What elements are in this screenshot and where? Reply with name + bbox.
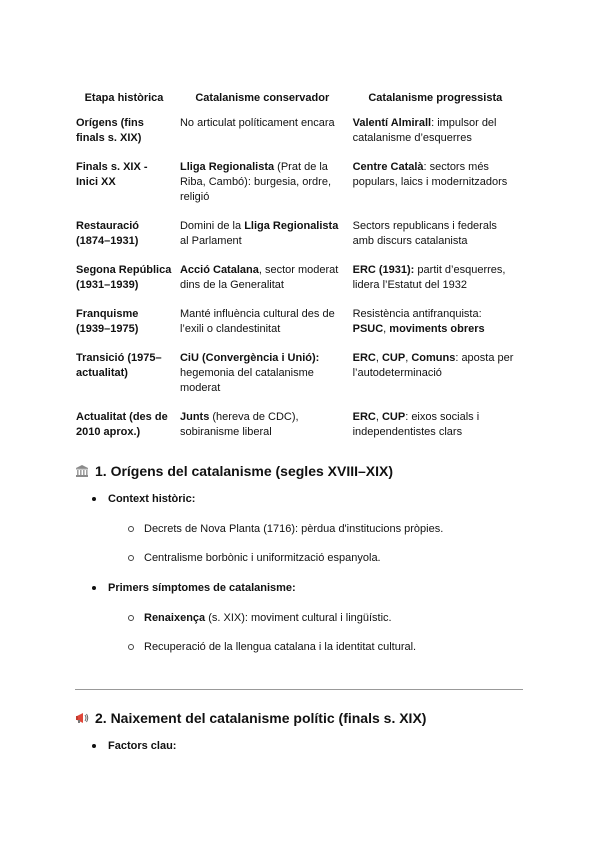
progressive-cell: Sectors republicans i federals amb discurs catalanista bbox=[352, 220, 497, 247]
table-row bbox=[72, 410, 522, 454]
table-row bbox=[72, 116, 522, 160]
progressive-cell: Valentí Almirall: impulsor del catalanisme d’esquerres bbox=[352, 117, 497, 144]
conservative-cell: CiU (Convergència i Unió): hegemonia del catalanisme moderat bbox=[179, 352, 320, 394]
progressive-cell: Resistència antifranquista: PSUC, moviments obrers bbox=[352, 308, 485, 335]
list-item bbox=[92, 740, 176, 752]
sub-bullet-icon bbox=[128, 555, 134, 561]
table-row bbox=[72, 351, 522, 410]
bullet-icon bbox=[92, 586, 96, 590]
sub-bullet-icon bbox=[128, 526, 134, 532]
stage-cell: Orígens (fins finals s. XIX) bbox=[76, 117, 144, 144]
horizontal-divider bbox=[75, 689, 523, 690]
context-item-2: Centralisme borbònic i uniformització espanyola. bbox=[144, 552, 381, 564]
table-row bbox=[72, 160, 522, 219]
list-item bbox=[128, 612, 392, 624]
factors-label: Factors clau: bbox=[108, 740, 177, 752]
progressive-cell: Centre Català: sectors més populars, laics i modernitzadors bbox=[352, 161, 508, 188]
table-row bbox=[72, 263, 522, 307]
stage-cell: Franquisme (1939–1975) bbox=[76, 308, 139, 335]
section-2-heading bbox=[75, 710, 426, 726]
bullet-icon bbox=[92, 744, 96, 748]
conservative-cell: No articulat políticament encara bbox=[179, 117, 335, 129]
list-item bbox=[128, 552, 381, 564]
sub-bullet-icon bbox=[128, 615, 134, 621]
megaphone-icon bbox=[75, 711, 89, 725]
conservative-cell: Manté influència cultural des de l’exili o clandestinitat bbox=[179, 308, 335, 335]
stage-cell: Restauració (1874–1931) bbox=[76, 220, 139, 247]
section-1-heading bbox=[75, 463, 393, 479]
conservative-cell: Junts (hereva de CDC), sobiranisme liberal bbox=[179, 411, 299, 438]
stage-cell: Actualitat (des de 2010 aprox.) bbox=[76, 411, 168, 438]
stage-cell: Segona República (1931–1939) bbox=[76, 264, 172, 291]
list-item bbox=[128, 523, 443, 535]
symptom-item-2: Recuperació de la llengua catalana i la identitat cultural. bbox=[144, 641, 417, 653]
symptom-item-1: Renaixença (s. XIX): moviment cultural i lingüístic. bbox=[144, 612, 392, 624]
progressive-cell: ERC, CUP: eixos socials i independentistes clars bbox=[352, 411, 480, 438]
conservative-cell: Lliga Regionalista (Prat de la Riba, Cambó): burgesia, ordre, religió bbox=[179, 161, 331, 203]
stage-cell: Transició (1975–actualitat) bbox=[76, 352, 162, 379]
conservative-cell: Domini de la Lliga Regionalista al Parlament bbox=[179, 220, 339, 247]
context-label: Context històric: bbox=[108, 493, 196, 505]
context-item-1: Decrets de Nova Planta (1716): pèrdua d'institucions pròpies. bbox=[144, 523, 444, 535]
symptoms-label: Primers símptomes de catalanisme: bbox=[108, 582, 296, 594]
table-header-row bbox=[72, 85, 522, 116]
sub-bullet-icon bbox=[128, 644, 134, 650]
section-1-title: 1. Orígens del catalanisme (segles XVIII–XIX) bbox=[95, 463, 394, 479]
stage-cell: Finals s. XIX - Inici XX bbox=[76, 161, 148, 188]
progressive-cell: ERC (1931): partit d’esquerres, lidera l’Estatut del 1932 bbox=[352, 264, 506, 291]
list-item bbox=[128, 641, 416, 653]
header-progressive: Catalanisme progressista bbox=[368, 92, 503, 104]
table-row bbox=[72, 219, 522, 263]
header-stage: Etapa històrica bbox=[84, 92, 164, 104]
progressive-cell: ERC, CUP, Comuns: aposta per l’autodeterminació bbox=[352, 352, 514, 379]
list-item bbox=[92, 582, 296, 594]
table-body bbox=[72, 116, 522, 454]
header-conservative: Catalanisme conservador bbox=[195, 92, 330, 104]
comparison-table bbox=[72, 85, 522, 454]
conservative-cell: Acció Catalana, sector moderat dins de la Generalitat bbox=[179, 264, 339, 291]
section-2-title: 2. Naixement del catalanisme polític (finals s. XIX) bbox=[95, 710, 427, 726]
table-row bbox=[72, 307, 522, 351]
bullet-icon bbox=[92, 497, 96, 501]
list-item bbox=[92, 493, 195, 505]
classical-building-icon bbox=[75, 464, 89, 478]
